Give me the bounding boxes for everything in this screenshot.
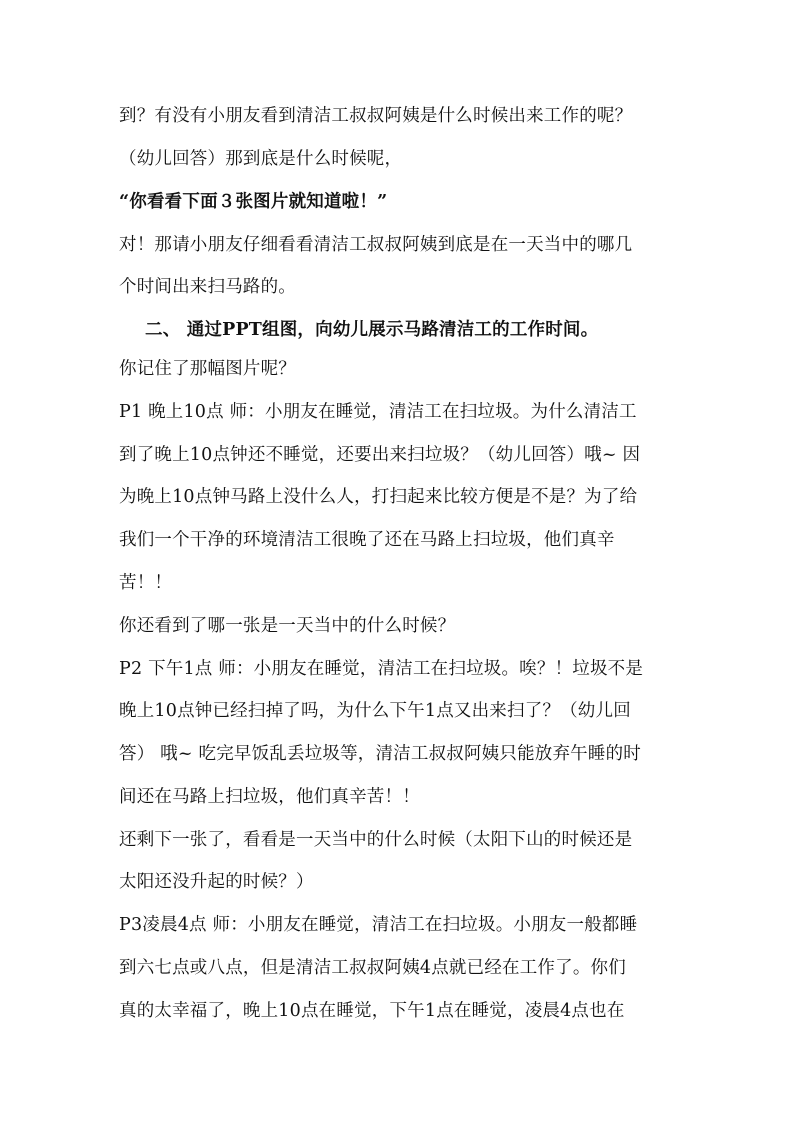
text-line: 答） 哦~ 吃完早饭乱丢垃圾等，清洁工叔叔阿姨只能放弃午睡的时 — [119, 744, 641, 764]
text-line: 我们一个干净的环境清洁工很晚了还在马路上扫垃圾，他们真辛 — [119, 530, 615, 550]
text-line: 还剩下一张了，看看是一天当中的什么时候（太阳下山的时候还是 — [119, 830, 633, 850]
text-line: 太阳还没升起的时候？） — [119, 872, 314, 892]
text-line: 晚上10点钟已经扫掉了吗，为什么下午1点又出来扫了？（幼儿回 — [119, 701, 631, 721]
text-line: 到了晚上10点钟还不睡觉，还要出来扫垃圾？（幼儿回答）哦~ 因 — [119, 445, 641, 465]
text-line: 对！那请小朋友仔细看看清洁工叔叔阿姨到底是在一天当中的哪几 — [119, 235, 633, 255]
text-line: P3凌晨4点 师：小朋友在睡觉，清洁工在扫垃圾。小朋友一般都睡 — [119, 915, 638, 935]
text-line: 真的太幸福了，晚上10点在睡觉，下午1点在睡觉，凌晨4点也在 — [119, 1001, 625, 1021]
text-line: 你还看到了哪一张是一天当中的什么时候？ — [119, 616, 456, 636]
text-line: 到？有没有小朋友看到清洁工叔叔阿姨是什么时候出来工作的呢？ — [119, 106, 633, 126]
text-line: “你看看下面３张图片就知道啦！” — [119, 192, 388, 212]
text-line: 为晚上10点钟马路上没什么人，打扫起来比较方便是不是？为了给 — [119, 487, 638, 507]
text-line: 间还在马路上扫垃圾，他们真辛苦！！ — [119, 787, 420, 807]
text-line: （幼儿回答）那到底是什么时候呢， — [119, 149, 403, 169]
text-line: P1 晚上10点 师：小朋友在睡觉，清洁工在扫垃圾。为什么清洁工 — [119, 402, 637, 422]
text-line: 到六七点或八点，但是清洁工叔叔阿姨4点就已经在工作了。你们 — [119, 958, 626, 978]
text-line: 你记住了那幅图片呢？ — [119, 359, 296, 379]
text-line: 个时间出来扫马路的。 — [119, 277, 296, 297]
text-line: P2 下午1点 师：小朋友在睡觉，清洁工在扫垃圾。唉？！垃圾不是 — [119, 659, 644, 679]
text-line: 苦！！ — [119, 573, 173, 593]
text-line: 二、 通过PPT组图，向幼儿展示马路清洁工的工作时间。 — [145, 320, 599, 340]
